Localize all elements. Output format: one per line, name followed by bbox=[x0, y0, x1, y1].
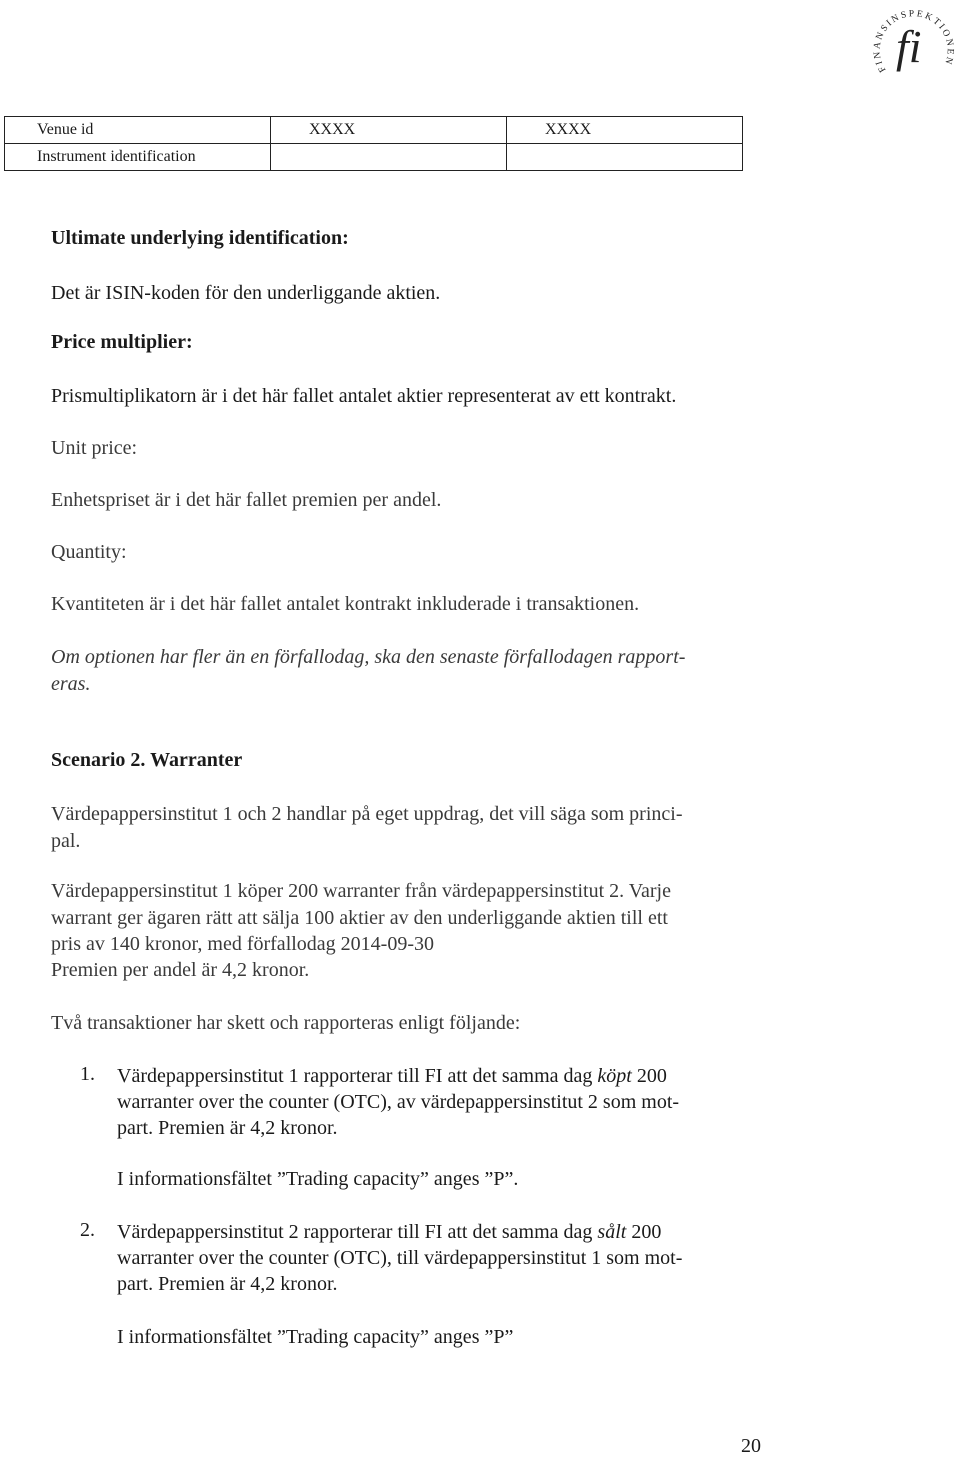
ultimate-heading: Ultimate underlying identification: bbox=[51, 227, 349, 249]
unit-heading: Unit price: bbox=[51, 437, 138, 459]
quantity-text: Kvantiteten är i det här fallet antalet kontrakt inkluderade i transaktionen. bbox=[51, 593, 640, 615]
scenario-p2-line4: Premien per andel är 4,2 kronor. bbox=[51, 959, 310, 981]
italic-note-line2: eras. bbox=[51, 673, 91, 695]
list-emphasis: sålt bbox=[597, 1221, 627, 1243]
scenario-p2-line1: Värdepappersinstitut 1 köper 200 warranter från värdepappersinstitut 2. Varje bbox=[51, 880, 671, 902]
list-text: 200 bbox=[631, 1065, 667, 1087]
list-number: 2. bbox=[80, 1219, 95, 1241]
list-text: Värdepappersinstitut 2 rapporterar till FI att det samma dag bbox=[117, 1221, 598, 1243]
unit-text: Enhetspriset är i det här fallet premien per andel. bbox=[51, 489, 442, 511]
list-item-line bbox=[117, 1063, 667, 1090]
table-cell: Venue id bbox=[5, 117, 271, 144]
scenario-p1-line2: pal. bbox=[51, 830, 81, 852]
table-cell: XXXX bbox=[507, 117, 743, 144]
list-item-line bbox=[117, 1219, 661, 1246]
scenario-p1-line1: Värdepappersinstitut 1 och 2 handlar på eget uppdrag, det vill säga som princi- bbox=[51, 803, 683, 825]
table-cell bbox=[271, 144, 507, 171]
scenario-p2-line3: pris av 140 kronor, med förfallodag 2014-09-30 bbox=[51, 933, 434, 955]
list-text: Värdepappersinstitut 1 rapporterar till FI att det samma dag bbox=[117, 1065, 598, 1087]
list-text: 200 bbox=[626, 1221, 662, 1243]
instrument-table bbox=[4, 116, 743, 171]
table-row bbox=[5, 117, 743, 144]
ultimate-text: Det är ISIN-koden för den underliggande aktien. bbox=[51, 282, 441, 304]
scenario-heading: Scenario 2. Warranter bbox=[51, 749, 243, 771]
price-heading: Price multiplier: bbox=[51, 331, 193, 353]
list-item-line: part. Premien är 4,2 kronor. bbox=[117, 1117, 338, 1139]
list-item-line: part. Premien är 4,2 kronor. bbox=[117, 1273, 338, 1295]
scenario-p2-line2: warrant ger ägaren rätt att sälja 100 aktier av den underliggande aktien till ett bbox=[51, 907, 668, 929]
scenario-p3: Två transaktioner har skett och rapporteras enligt följande: bbox=[51, 1012, 521, 1034]
svg-text:FINANSINSPEKTIONEN: FINANSINSPEKTIONEN bbox=[872, 9, 955, 74]
italic-note-line1: Om optionen har fler än en förfallodag, ska den senaste förfallodagen rapport- bbox=[51, 646, 686, 668]
table-cell: Instrument identification bbox=[5, 144, 271, 171]
table-cell: XXXX bbox=[271, 117, 507, 144]
finansinspektionen-logo bbox=[872, 0, 958, 84]
table-row bbox=[5, 144, 743, 171]
page-number: 20 bbox=[741, 1435, 761, 1457]
list-item-line: warranter over the counter (OTC), till värdepappersinstitut 1 som mot- bbox=[117, 1247, 683, 1269]
svg-text:fi: fi bbox=[896, 21, 922, 72]
quantity-heading: Quantity: bbox=[51, 541, 127, 563]
list-item-note: I informationsfältet ”Trading capacity” anges ”P” bbox=[117, 1326, 514, 1348]
price-text: Prismultiplikatorn är i det här fallet antalet aktier representerat av ett kontrakt. bbox=[51, 385, 677, 407]
list-item-note: I informationsfältet ”Trading capacity” anges ”P”. bbox=[117, 1168, 519, 1190]
list-item-line: warranter over the counter (OTC), av värdepappersinstitut 2 som mot- bbox=[117, 1091, 680, 1113]
table-cell bbox=[507, 144, 743, 171]
list-emphasis: köpt bbox=[597, 1065, 632, 1087]
list-number: 1. bbox=[80, 1063, 95, 1085]
